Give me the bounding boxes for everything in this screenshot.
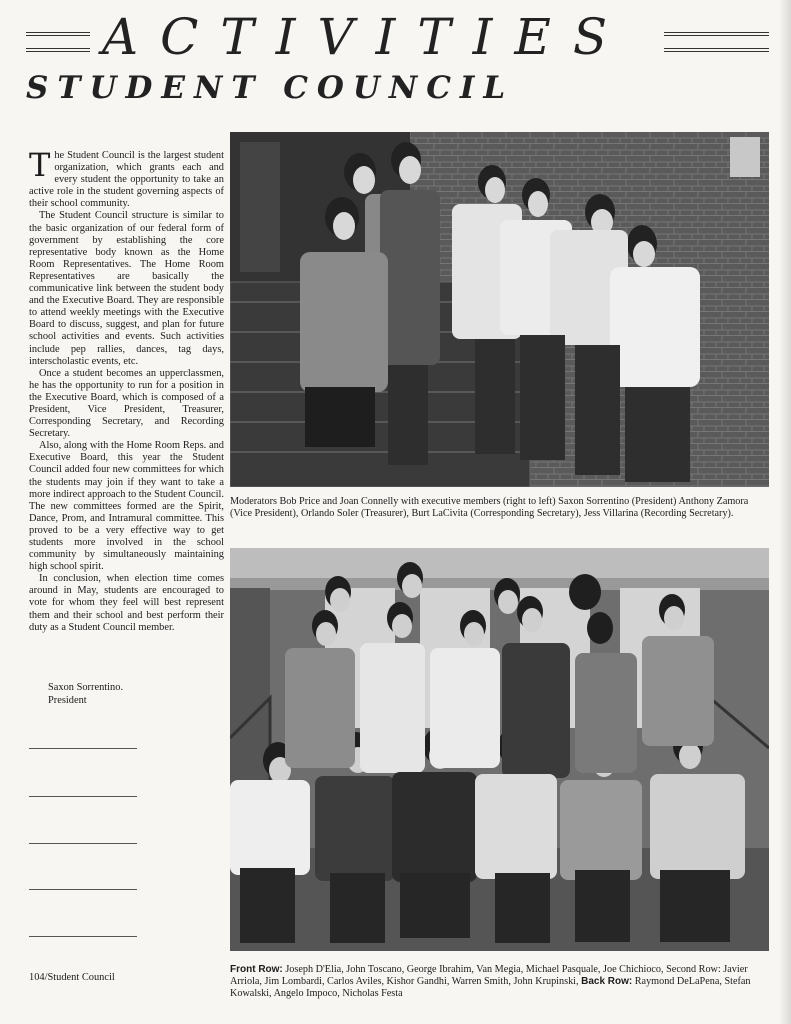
back-row-names: Raymond DeLaPena, Stefan Kowalski, Angelo Impoco, Nicholas Festa — [230, 976, 751, 1000]
signature — [48, 682, 123, 707]
council-members-photo-image — [230, 548, 769, 951]
council-members-photo — [230, 548, 769, 951]
back-row-label: Back Row: — [581, 976, 633, 988]
article-paragraph: Also, along with the Home Room Reps. and Executive Board, this year the Student Council added four new committees for which the students may join if they want to take a more indirect approach to the Student Council. The new committees formed are the Spirit, Dance, Prom, and Intramural committee. This proved to be a very effective way to get students more involved in the school community by simultaneously maintaining high school spirit. — [29, 440, 224, 573]
executive-board-caption: Moderators Bob Price and Joan Connelly with executive members (right to left) Saxon Sorrentino (President) Anthony Zamora (Vice President), Orlando Soler (Treasurer), Burt LaCivita (Corresponding Secretary), Jess Villarina (Recording Secretary). — [230, 496, 749, 520]
title-rule-left-2 — [26, 48, 90, 52]
title-rule-right-1 — [664, 32, 769, 36]
title-rule-left-1 — [26, 32, 90, 36]
second-row-names: Javier Arriola, Jim Lombardi, Carlos Aviles, Kishor Gandhi, Warren Smith, John Krupinski, — [230, 964, 748, 988]
signature-title: President — [48, 694, 87, 706]
signature-name: Saxon Sorrentino. — [48, 682, 124, 693]
page-footer: 104/Student Council — [29, 972, 115, 983]
article-paragraph: The Student Council structure is similar to the basic organization of our federal form of government by establishing the core representative body known as the Home Room Representatives. The Home Room Representatives are basically the communicative link between the student body and the Executive Board. They are responsible to attend weekly meetings with the Executive Board to discuss, suggest, and plan for future school activities and events. Such activities include pep rallies, dances, tag days, interscholastic events, etc. — [29, 210, 224, 367]
title-rule-right-2 — [664, 48, 769, 52]
divider-line — [29, 796, 137, 797]
divider-line — [29, 748, 137, 749]
article-paragraph: Once a student becomes an upperclassmen, he has the opportunity to run for a position in the Executive Board, which is composed of a President, Vice President, Treasurer, Corresponding Secretary, and Recording Secretary. — [29, 367, 224, 440]
divider-line — [29, 843, 137, 844]
divider-line — [29, 936, 137, 937]
executive-board-photo — [230, 132, 769, 487]
title-row — [0, 6, 791, 66]
section-title: ACTIVITIES — [102, 8, 630, 66]
front-row-names: Joseph D'Elia, John Toscano, George Ibrahim, Van Megia, Michael Pasquale, Joe Chichioco, — [285, 964, 664, 975]
second-row-label: Second Row: — [666, 964, 721, 975]
article-body — [29, 146, 224, 634]
article-paragraph: In conclusion, when election time comes around in May, students are encouraged to vote for whom they feel will best represent them and their school and best perform their duty as a Student Council member. — [29, 573, 224, 633]
drop-cap: T — [29, 146, 51, 184]
divider-line — [29, 889, 137, 890]
article-paragraph: The Student Council is the largest student organization, which grants each and every student the opportunity to take an active role in the student governing aspects of their school community. — [29, 146, 224, 210]
council-members-caption — [230, 964, 770, 1001]
page-subtitle: STUDENT COUNCIL — [26, 70, 515, 106]
executive-board-photo-image — [230, 132, 769, 487]
front-row-label: Front Row: — [230, 964, 283, 975]
binder-edge — [779, 0, 791, 1024]
